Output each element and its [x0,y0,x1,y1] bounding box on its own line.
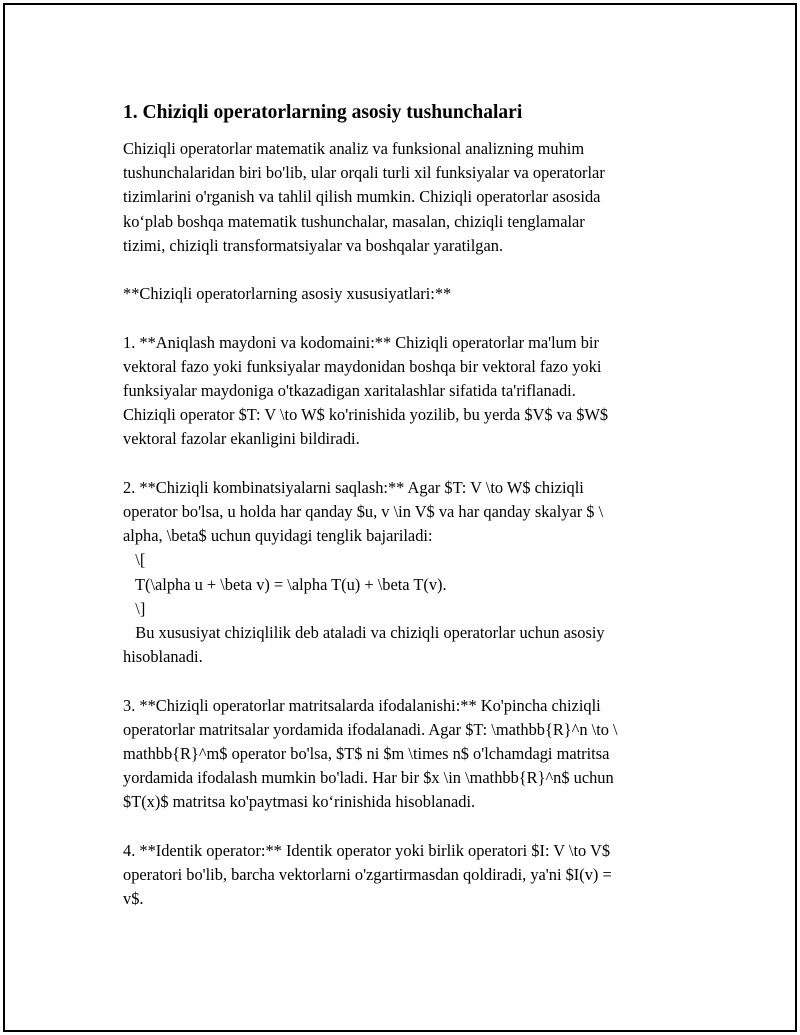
text-line: operatori bo'lib, barcha vektorlarni o'zgartirmasdan qoldiradi, ya'ni $I(v) = [123,865,612,885]
text-line: \[ [123,550,146,570]
document-body [123,137,683,911]
text-line: ko‘plab boshqa matematik tushunchalar, masalan, chiziqli tenglamalar [123,211,585,231]
text-line: **Chiziqli operatorlarning asosiy xususiyatlari:** [123,284,452,304]
text-line: tizimlarini o'rganish va tahlil qilish mumkin. Chiziqli operatorlar asosida [123,187,601,207]
text-line: tizimi, chiziqli transformatsiyalar va boshqalar yaratilgan. [123,235,504,255]
text-line: Bu xususiyat chiziqlilik deb ataladi va chiziqli operatorlar uchun asosiy [123,623,605,643]
text-line: tushunchalaridan biri bo'lib, ular orqali turli xil funksiyalar va operatorlar [123,163,605,183]
text-line: v$. [123,889,144,909]
page-title: 1. Chiziqli operatorlarning asosiy tushunchalari [123,102,523,123]
paragraph [123,694,683,815]
text-line: operator bo'lsa, u holda har qanday $u, v \in V$ va har qanday skalyar $ \ [123,502,604,521]
text-line: 1. **Aniqlash maydoni va kodomaini:** Chiziqli operatorlar ma'lum bir [123,332,599,352]
text-line: operatorlar matritsalar yordamida ifodalanadi. Agar $T: \mathbb{R}^n \to \ [123,719,618,739]
text-line: vektoral fazolar ekanligini bildiradi. [123,429,360,449]
page-content [123,100,683,936]
text-line: 2. **Chiziqli kombinatsiyalarni saqlash:** Agar $T: V \to W$ chiziqli [123,477,584,497]
text-line: $T(x)$ matritsa ko'paytmasi ko‘rinishida hisoblanadi. [123,792,476,812]
text-line: yordamida ifodalash mumkin bo'ladi. Har bir $x \in \mathbb{R}^n$ uchun [123,768,614,788]
text-line: \] [123,598,146,618]
paragraph [123,137,683,258]
paragraph [123,476,683,670]
text-line: funksiyalar maydoniga o'tkazadigan xaritalashlar sifatida ta'riflanadi. [123,381,576,400]
paragraph [123,839,683,912]
text-line: alpha, \beta$ uchun quyidagi tenglik bajariladi: [123,526,433,546]
text-line: Chiziqli operator $T: V \to W$ ko'rinishida yozilib, bu yerda $V$ va $W$ [123,405,609,425]
paragraph [123,282,683,306]
text-line: 3. **Chiziqli operatorlar matritsalarda ifodalanishi:** Ko'pincha chiziqli [123,695,601,715]
text-line: mathbb{R}^m$ operator bo'lsa, $T$ ni $m \times n$ o'lchamdagi matritsa [123,744,610,764]
page-frame [3,3,797,1032]
text-line: vektoral fazo yoki funksiyalar maydonidan boshqa bir vektoral fazo yoki [123,356,602,376]
text-line: T(\alpha u + \beta v) = \alpha T(u) + \beta T(v). [123,574,447,594]
text-line: Chiziqli operatorlar matematik analiz va funksional analizning muhim [123,139,585,158]
paragraph [123,331,683,452]
text-line: hisoblanadi. [123,647,203,667]
text-line: 4. **Identik operator:** Identik operator yoki birlik operatori $I: V \to V$ [123,840,611,860]
